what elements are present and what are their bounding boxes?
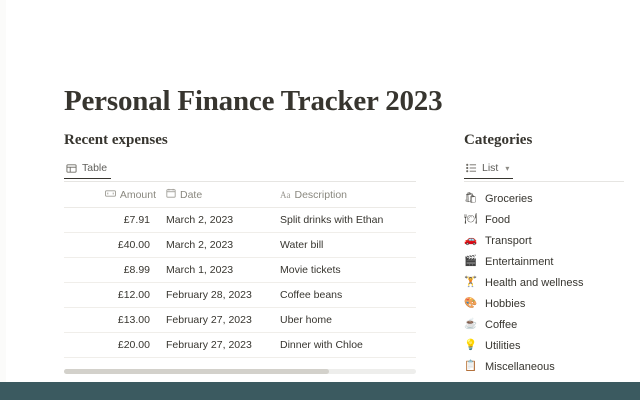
- cell-amount: £12.00: [64, 283, 162, 308]
- tab-table[interactable]: [64, 162, 111, 179]
- category-emoji-icon: 🎨: [464, 297, 478, 310]
- list-item-label: Hobbies: [485, 297, 526, 310]
- page-title: Personal Finance Tracker 2023: [64, 85, 443, 118]
- list-item-label: Health and wellness: [485, 276, 584, 289]
- column-header-amount-label: Amount: [119, 188, 156, 201]
- category-emoji-icon: 🏋: [464, 276, 478, 289]
- cell-description: Split drinks with Ethan: [276, 208, 416, 233]
- cell-amount: £20.00: [64, 333, 162, 358]
- table-row[interactable]: [64, 233, 416, 258]
- number-icon: [105, 189, 116, 201]
- category-emoji-icon: 🎬: [464, 255, 478, 268]
- category-emoji-icon: ☕: [464, 318, 478, 331]
- categories-heading: Categories: [464, 132, 533, 148]
- category-emoji-icon: 🍽: [464, 213, 478, 226]
- list-item[interactable]: [464, 209, 624, 230]
- list-item[interactable]: [464, 188, 624, 209]
- list-item-label: Entertainment: [485, 255, 554, 268]
- column-header-description-label: Description: [294, 188, 348, 201]
- list-icon: [466, 163, 477, 173]
- list-item[interactable]: [464, 272, 624, 293]
- list-item-label: Miscellaneous: [485, 360, 555, 373]
- category-emoji-icon: 🛍: [464, 192, 478, 205]
- cell-date: February 27, 2023: [162, 308, 276, 333]
- cell-amount: £8.99: [64, 258, 162, 283]
- expenses-view-tabs: [64, 159, 416, 182]
- tab-list[interactable]: [464, 162, 513, 179]
- category-emoji-icon: 💡: [464, 339, 478, 352]
- categories-view-tabs: [464, 159, 624, 182]
- column-header-description[interactable]: [276, 182, 416, 208]
- table-row[interactable]: [64, 333, 416, 358]
- cell-date: March 1, 2023: [162, 258, 276, 283]
- scrollbar-thumb[interactable]: [64, 369, 329, 374]
- cell-amount: £7.91: [64, 208, 162, 233]
- category-emoji-icon: 🚗: [464, 234, 478, 247]
- cell-description: Coffee beans: [276, 283, 416, 308]
- cell-description: Water bill: [276, 233, 416, 258]
- chevron-down-icon[interactable]: ▾: [505, 163, 510, 173]
- cell-amount: £40.00: [64, 233, 162, 258]
- tab-list-label: List: [482, 162, 499, 174]
- table-row[interactable]: [64, 208, 416, 233]
- categories-list: [464, 188, 624, 377]
- bottom-status-bar: [0, 382, 640, 400]
- tab-table-label: Table: [82, 162, 108, 174]
- cell-description: Dinner with Chloe: [276, 333, 416, 358]
- cell-description: Uber home: [276, 308, 416, 333]
- cell-date: February 27, 2023: [162, 333, 276, 358]
- recent-expenses-heading: Recent expenses: [64, 132, 168, 148]
- category-emoji-icon: 📋: [464, 360, 478, 373]
- list-item[interactable]: [464, 314, 624, 335]
- column-header-date[interactable]: [162, 182, 276, 208]
- categories-section: [464, 132, 624, 377]
- list-item-label: Coffee: [485, 318, 518, 331]
- cell-amount: £13.00: [64, 308, 162, 333]
- cell-description: Movie tickets: [276, 258, 416, 283]
- table-header-row: [64, 182, 416, 208]
- table-row[interactable]: [64, 258, 416, 283]
- column-header-date-label: Date: [180, 188, 203, 201]
- cell-date: March 2, 2023: [162, 233, 276, 258]
- cell-date: March 2, 2023: [162, 208, 276, 233]
- list-item-label: Utilities: [485, 339, 521, 352]
- list-item-label: Groceries: [485, 192, 533, 205]
- column-header-amount[interactable]: [64, 182, 162, 208]
- cell-date: February 28, 2023: [162, 283, 276, 308]
- list-item-label: Food: [485, 213, 511, 226]
- list-item[interactable]: [464, 251, 624, 272]
- list-item[interactable]: [464, 293, 624, 314]
- recent-expenses-section: [64, 132, 416, 358]
- list-item[interactable]: [464, 230, 624, 251]
- table-row[interactable]: [64, 283, 416, 308]
- table-icon: [66, 163, 77, 174]
- list-item[interactable]: [464, 335, 624, 356]
- table-row[interactable]: [64, 308, 416, 333]
- expenses-table: [64, 182, 416, 358]
- page-left-margin: [0, 0, 6, 382]
- calendar-icon: [166, 188, 176, 201]
- text-icon: Aa: [280, 189, 291, 200]
- list-item-label: Transport: [485, 234, 532, 247]
- table-horizontal-scrollbar[interactable]: [64, 369, 416, 374]
- list-item[interactable]: [464, 356, 624, 377]
